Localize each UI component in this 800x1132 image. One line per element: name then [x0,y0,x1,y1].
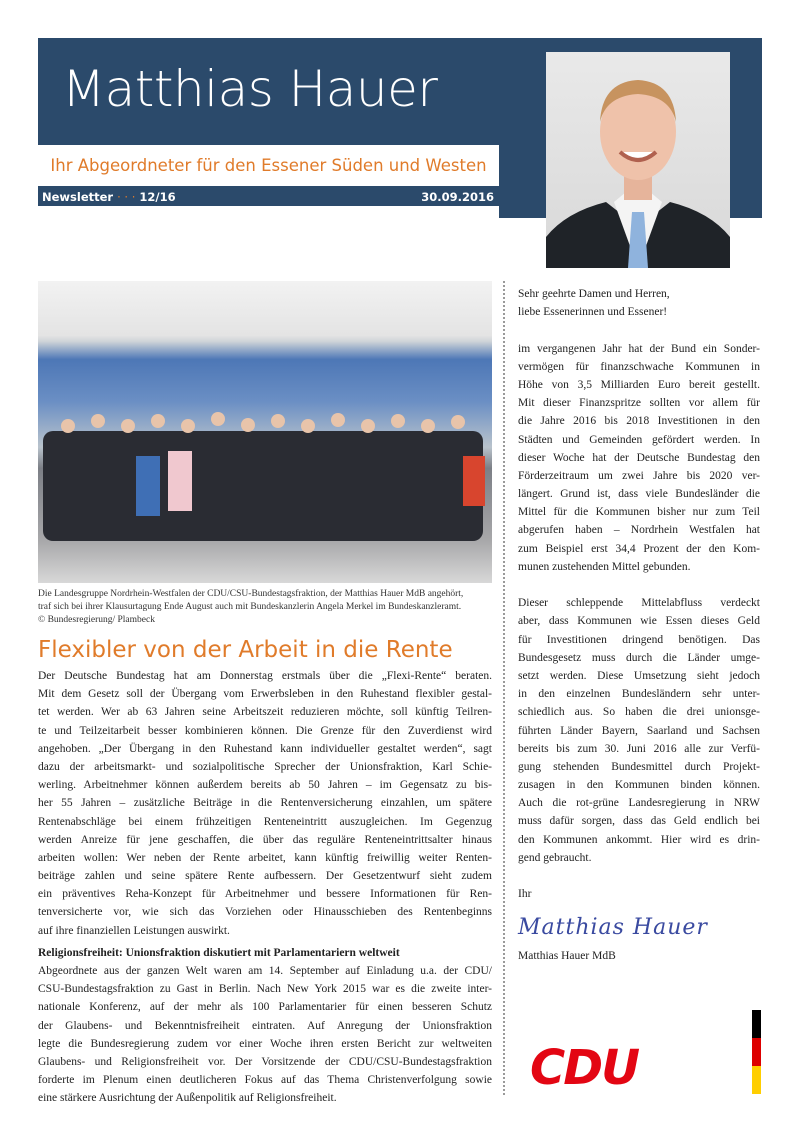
caption-line: Die Landesgruppe Nordrhein-Westfalen der CDU/CSU-Bundestagsfraktion, der Matthias Hauer MdB angehört, [38,589,464,599]
article-line: CSU-Bundestagsfraktion zu Gast in Berlin. Nach New York 2015 war es die zweite inter- [38,983,492,996]
letter-line: Förderzeitraum um zwei Jahre bis 2020 ver- [518,469,760,482]
letter-line: Höhe von 3,5 Milliarden Euro bereit gestellt. [518,378,760,391]
article-line: ein präventives Reha-Konzept für Arbeitnehmer und bessere Informationen für Ren- [38,888,492,901]
article-line: Rentenabschläge bei einem frühzeitigen Renteneintritt auszugleichen. Im Gegenzug [38,815,492,828]
article-line: te und Teilzeitarbeit besser kombinieren können. Die Grenze für den Zuverdienst wird [38,724,492,737]
letter-line: setzt werden. Diese Umsetzung sieht jedoch [518,669,760,682]
letter-line: Auch die rot-grüne Landesregierung in NRW [518,797,760,810]
article-line: arbeiten wollen: Wer neben der Rente arbeitet, kann künftig freiwillig weiter Renten- [38,851,492,864]
letter-line: in den einzelnen Bundesländern sehr unter- [518,688,760,701]
article-line: forderte im Plenum einen deutlicheren Fokus auf das Thema Christenverfolgung sowie [38,1074,492,1087]
page-title: Matthias Hauer [62,60,438,118]
letter-line: die Jahre 2016 bis 2018 Investitionen in den [518,415,760,428]
letter-line: schiedlich aus. So haben die drei unionsge- [518,706,760,719]
column-divider [503,281,505,1095]
letter-line: längert. Grund ist, dass viele Bundesländer die [518,488,760,501]
issue-date: 30.09.2016 [421,190,494,204]
article-line: Abgeordnete aus der ganzen Welt waren am 14. September auf Einladung u.a. der CDU/ [38,965,492,977]
article-line: her 55 Jahren – zusätzliche Beiträge in die Rentenversicherung einzahlen, um spätere [38,797,492,810]
letter-line: Städten und Gemeinden gefördert werden. In [518,433,760,446]
letter-line: abgerufen haben – Nordrhein Westfalen hat [518,524,760,537]
article-line: Glaubens- und Religionsfreiheit vor. Der Vorsitzende der CDU/CSU-Bundestagsfraktion [38,1055,492,1068]
issue-number: 12/16 [139,190,176,204]
photo-caption [38,588,492,627]
letter-line: gend gebraucht. [518,851,592,864]
article-line: tet werden. Wer ab 63 Jahren seine Arbeitszeit reduzieren möchte, soll künftig Teilren- [38,706,492,719]
article-line: legte die Bundesregierung zudem vor einer Woche ihren ersten Bericht zur weltweiten [38,1037,492,1050]
newsletter-label: Newsletter [42,190,114,204]
german-flag-stripe [752,1010,761,1094]
letter-line: muss dafür sorgen, dass das Geld endlich bei [518,815,760,828]
article-line: der Glaubens- und Bekenntnisfreiheit eintraten. Auf Anregung der Unionsfraktion [38,1019,492,1032]
spacer [518,867,760,885]
article-line: Mit dem Gesetz soll der Übergang vom Erwerbsleben in den Ruhestand flexibler gestal- [38,688,492,701]
article-line: tenversicherte vor, wie sich das Vorziehen oder Hinausschieben des Rentenbeginns [38,906,492,919]
article-line: angehoben. „Der Übergang in den Ruhestand kann individueller gestaltet werden“, sagt [38,742,492,755]
letter-signature-name: Matthias Hauer MdB [518,950,616,963]
letter-line: zum Beispiel erst 34,4 Prozent der den Kom- [518,542,760,555]
separator-dots: · · · [117,190,136,204]
letter-line: gung stehenden Bundesmittel durch Projekt- [518,760,760,773]
subtitle: Ihr Abgeordneter für den Essener Süden und Westen [38,145,499,186]
letter-line: Dieser schleppende Mittelabfluss verdeckt [518,597,760,610]
article-subheading: Religionsfreiheit: Unionsfraktion diskutiert mit Parlamentariern weltweit [38,946,400,959]
article-line: auf ihre finanziellen Leistungen auswirkt. [38,924,230,937]
spacer [518,321,760,339]
letter-line: den Kommunen ankommt. Hier wird es drin- [518,833,760,846]
newsletter-issue [42,190,176,204]
letter-line: für Investitionen dringend benötigen. Das [518,633,760,646]
letter-line: im vergangenen Jahr hat der Bund ein Sonder- [518,342,760,355]
letter-body [518,285,760,966]
cdu-logo: CDU [530,1040,639,1096]
letter-line: bereits bis zum 30. Juni 2016 alle zur Verfü- [518,742,760,755]
letter-line: munen zustehenden Mittel gebunden. [518,560,691,573]
letter-line: Mit dieser Finanzspritze sollten vor allem für [518,397,760,410]
article-line: werling. Arbeitnehmer können außerdem bereits ab 50 Jahren – im Gegensatz zu bis- [38,779,492,792]
spacer [518,576,760,594]
article-line: dazu der arbeitsmarkt- und sozialpolitische Sprecher der Unionsfraktion, Karl Schie- [38,760,492,773]
article-line: nationale Konferenz, auf der mehr als 100 Parlamentarier für einen besseren Schutz [38,1001,492,1014]
article-line: Der Deutsche Bundestag hat am Donnerstag erstmals über die „Flexi-Rente“ beraten. [38,670,492,682]
article-body [38,667,492,1108]
letter-line: dieser Woche hat der Deutsche Bundestag den [518,451,760,464]
portrait-photo [546,52,730,268]
group-photo [38,281,492,583]
caption-line: traf sich bei ihrer Klausurtagung Ende August auch mit Bundeskanzlerin Angela Merkel im Bundeskanzleramt. [38,602,462,612]
letter-line: aber, dass Kommunen wie Essen dieses Geld [518,615,760,628]
article-heading: Flexibler von der Arbeit in die Rente [38,637,453,663]
left-column [38,588,492,1108]
article-line: werden Anreize für jene geschaffen, die über das reguläre Renteneintrittsalter hinaus [38,833,492,846]
letter-greeting: Sehr geehrte Damen und Herren, [518,288,670,300]
letter-greeting: liebe Essenerinnen und Essener! [518,306,668,319]
letter-line: vermögen für finanzschwache Kommunen in [518,360,760,373]
handwritten-signature: Matthias Hauer [518,915,708,941]
letter-line: Mittel für die Kommunen bisher nur zum Teil [518,506,760,519]
letter-line: zusagen in den Kommunen binden können. [518,779,760,792]
caption-credit: © Bundesregierung/ Plambeck [38,615,155,625]
article-line: beiträge zahlen und seine spätere Rente aufbessern. Der Gesetzentwurf sieht zudem [38,870,492,883]
letter-closing: Ihr [518,888,532,901]
letter-line: führten Länder Bayern, Saarland und Sachsen [518,724,760,737]
letter-line: Bundesgesetz muss durch die Länder umge- [518,651,760,664]
article-line: eine stärkere Ausrichtung der Außenpolitik auf Religionsfreiheit. [38,1092,337,1105]
